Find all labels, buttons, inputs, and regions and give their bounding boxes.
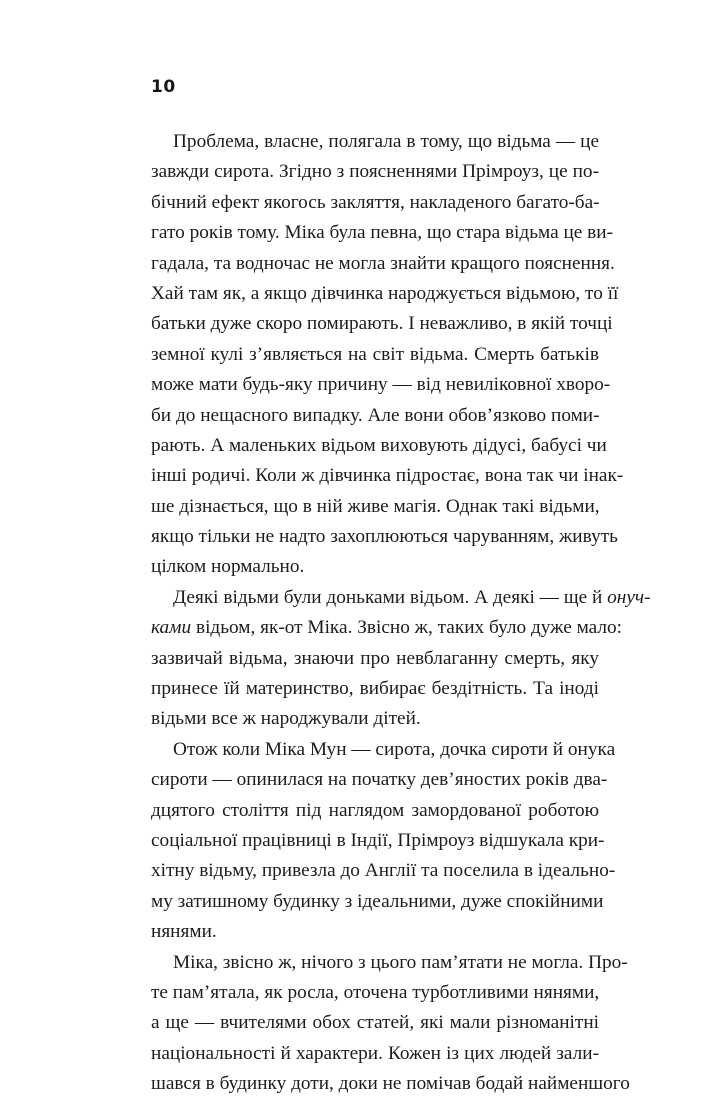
line-text: завжди сирота. Згідно з поясненнями Прімроуз, це по- bbox=[151, 161, 599, 183]
body-text bbox=[151, 127, 651, 1100]
text-line bbox=[151, 735, 616, 765]
line-text: му затишному будинку з ідеальними, дуже спокійними bbox=[151, 890, 604, 912]
line-text: нянями. bbox=[151, 921, 217, 943]
line-text: цілком нормально. bbox=[151, 556, 305, 578]
text-line bbox=[151, 887, 604, 917]
line-text: Проблема, власне, полягала в тому, що відьма — це bbox=[173, 131, 599, 152]
text-line bbox=[151, 704, 599, 734]
line-text: те пам’ятала, як росла, оточена турботливими нянями, bbox=[151, 981, 600, 1003]
line-text: інші родичі. Коли ж дівчинка підростає, вона так чи інак- bbox=[151, 465, 624, 487]
line-text: батьки дуже скоро помирають. І неважливо, в якій точці bbox=[151, 313, 613, 335]
line-text: земної кулі з’являється на світ відьма. Смерть батьків bbox=[151, 343, 599, 365]
page-number: 10 bbox=[151, 77, 176, 97]
text-line bbox=[151, 765, 608, 795]
text-line bbox=[151, 188, 599, 218]
text-line bbox=[151, 948, 628, 978]
text-line bbox=[151, 431, 607, 461]
text-line bbox=[151, 1008, 599, 1038]
line-text: гато років тому. Міка була певна, що стара відьма це ви- bbox=[151, 222, 614, 244]
text-line bbox=[151, 1039, 599, 1069]
text-line bbox=[151, 249, 615, 279]
line-text: відьми все ж народжували дітей. bbox=[151, 708, 421, 730]
line-text: шався в будинку доти, доки не помічав бодай найменшого bbox=[151, 1073, 630, 1095]
line-text: зазвичай відьма, знаючи про невблаганну смерть, яку bbox=[151, 647, 599, 669]
line-text: бічний ефект якогось закляття, накладеного багато-ба- bbox=[151, 191, 600, 213]
text-line bbox=[151, 279, 619, 309]
line-text: ше дізнається, що в ній живе магія. Однак такі відьми, bbox=[151, 495, 600, 517]
text-line bbox=[151, 127, 599, 157]
text-line bbox=[151, 613, 623, 643]
line-text: відьом, як-от Міка. Звісно ж, таких було дуже мало: bbox=[191, 617, 623, 639]
line-text: якщо тільки не надто захоплюються чаруванням, живуть bbox=[151, 526, 618, 548]
text-line bbox=[151, 461, 624, 491]
line-text: сироти — опинилася на початку дев’яностих років два- bbox=[151, 769, 608, 791]
line-text: принесе їй материнство, вибирає бездітність. Та іноді bbox=[151, 678, 599, 700]
text-line bbox=[151, 309, 613, 339]
line-text: дцятого століття під наглядом замордованої роботою bbox=[151, 799, 599, 821]
line-text: рають. А маленьких відьом виховують дідусі, бабусі чи bbox=[151, 434, 607, 456]
text-line bbox=[151, 796, 599, 826]
line-text: гадала, та водночас не могла знайти кращого пояснення. bbox=[151, 252, 615, 274]
line-text: Хай там як, а якщо дівчинка народжується відьмою, то її bbox=[151, 282, 619, 304]
line-text: Деякі відьми були доньками відьом. А деякі — ще й bbox=[173, 586, 608, 608]
line-text: може мати будь-яку причину — від невиліковної хворо- bbox=[151, 374, 611, 396]
line-text: соціальної працівниці в Індії, Прімроуз відшукала кри- bbox=[151, 829, 605, 851]
line-text: а ще — вчителями обох статей, які мали різноманітні bbox=[151, 1012, 599, 1034]
line-text: Отож коли Міка Мун — сирота, дочка сироти й онука bbox=[173, 738, 616, 760]
text-line bbox=[151, 552, 599, 582]
text-line bbox=[151, 978, 599, 1008]
line-text: би до нещасного випадку. Але вони обов’язково поми- bbox=[151, 404, 600, 426]
text-line bbox=[151, 401, 599, 431]
text-line bbox=[151, 917, 599, 947]
line-text: національності й характери. Кожен із цих людей зали- bbox=[151, 1042, 599, 1064]
text-line bbox=[151, 826, 605, 856]
text-line bbox=[151, 492, 599, 522]
italic-word: ками bbox=[151, 617, 192, 639]
text-line bbox=[151, 644, 599, 674]
text-line bbox=[151, 1069, 630, 1099]
line-text: Міка, звісно ж, нічого з цього пам’ятати не могла. Про- bbox=[173, 951, 628, 973]
italic-word: онуч- bbox=[607, 586, 651, 608]
text-line bbox=[151, 340, 599, 370]
text-line bbox=[151, 157, 599, 187]
text-line bbox=[151, 370, 611, 400]
line-text: хітну відьму, привезла до Англії та поселила в ідеально- bbox=[151, 860, 616, 882]
text-line bbox=[151, 856, 616, 886]
text-line bbox=[151, 522, 618, 552]
text-line bbox=[151, 583, 651, 613]
text-line bbox=[151, 674, 599, 704]
text-line bbox=[151, 218, 614, 248]
